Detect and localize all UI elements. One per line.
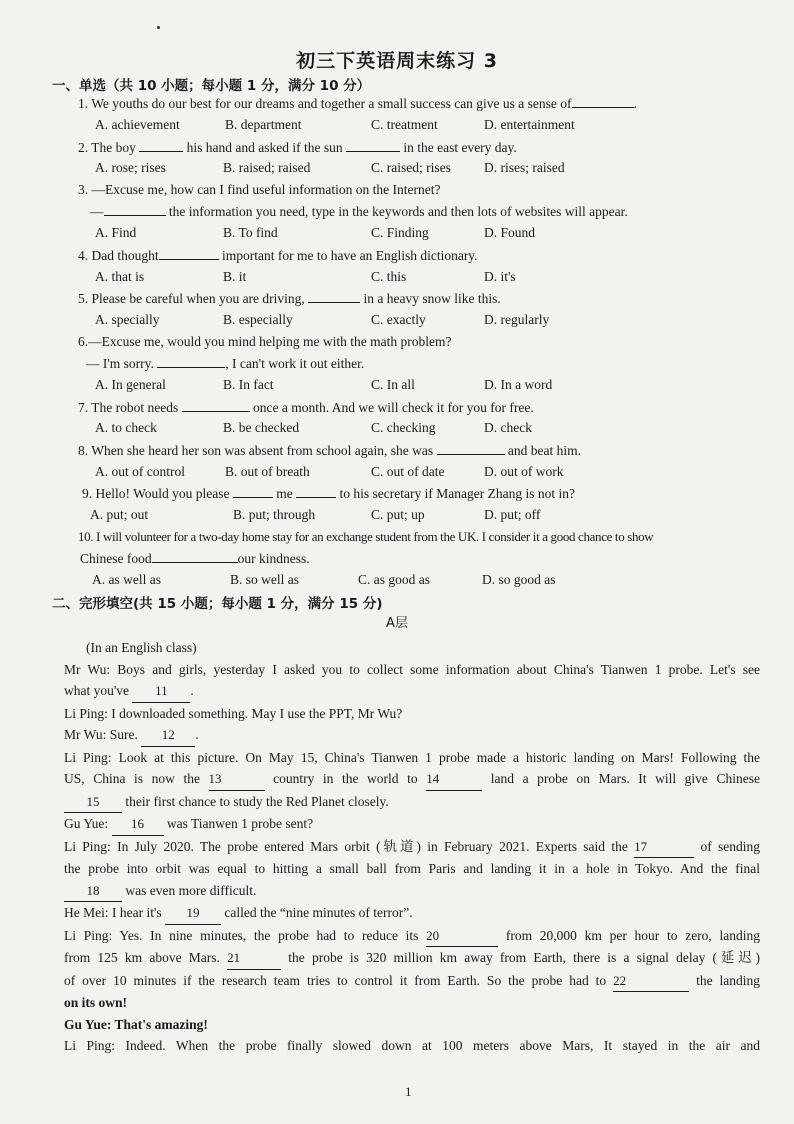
cloze-passage [64, 637, 760, 1057]
passage-line [64, 791, 760, 814]
passage-line [64, 813, 760, 836]
question-7-text: 7. The robot needs [78, 400, 179, 415]
passage-line [64, 925, 760, 948]
question-6-text: 6.—Excuse me, would you mind helping me with the math problem? [78, 334, 452, 349]
passage-line [64, 902, 760, 925]
question-2-text-3: in the east every day. [403, 140, 517, 155]
question-9-text-2: me [276, 486, 293, 501]
text: Gu Yue: [64, 816, 109, 831]
option-d: D. it's [484, 269, 516, 284]
answer-blank [308, 290, 360, 303]
passage-line: Li Ping: Indeed. When the probe finally slowed down at 100 meters above Mars, It stayed in the air and [64, 1038, 760, 1053]
answer-blank [572, 95, 634, 108]
option-a: A. out of control [95, 464, 185, 479]
question-1 [78, 95, 637, 112]
passage-intro: (In an English class) [86, 640, 197, 655]
question-3-text-2: the information you need, type in the keywords and then lots of websites will appear. [168, 204, 628, 219]
text: US, China is now the [64, 771, 200, 786]
question-10-text-2: Chinese food [80, 551, 152, 566]
page-number: 1 [405, 1084, 412, 1099]
option-c: C. out of date [371, 464, 445, 479]
question-4 [78, 247, 478, 264]
page-title: 初三下英语周末练习 3 [296, 50, 498, 72]
passage-line [64, 724, 760, 747]
question-2-text: 2. The boy [78, 140, 136, 155]
question-6 [78, 334, 451, 350]
dash: — [90, 204, 104, 219]
option-d: D. Found [484, 225, 536, 240]
passage-line: Mr Wu: Boys and girls, yesterday I asked you to collect some information about China's Tianwen 1 probe. Let's see [64, 661, 760, 677]
question-1-text: 1. We youths do our best for our dreams and together a small success can give us a sense of [78, 96, 572, 111]
question-2 [78, 139, 517, 156]
option-a: A. put; out [90, 507, 149, 522]
question-8-text-2: and beat him. [507, 443, 582, 458]
text: their first chance to study the Red Planet closely. [125, 793, 389, 809]
cloze-blank-14: 14 [426, 768, 482, 791]
cloze-blank-22: 22 [613, 970, 689, 993]
text: called the “nine minutes of terror”. [224, 905, 413, 920]
option-a: A. In general [95, 377, 166, 392]
answer-blank [139, 139, 183, 152]
option-b: B. raised; raised [223, 160, 311, 175]
question-10-text: 10. I will volunteer for a two-day home stay for an exchange student from the UK. I consider it a good chance to show [78, 529, 654, 544]
option-b: B. In fact [223, 377, 274, 392]
question-5-text: 5. Please be careful when you are driving, [78, 291, 305, 306]
question-4-text-2: important for me to have an English dictionary. [222, 248, 478, 263]
question-8 [78, 442, 581, 459]
question-9 [82, 485, 575, 502]
option-b: B. be checked [223, 420, 300, 435]
cloze-blank-11: 11 [132, 680, 190, 703]
cloze-blank-20: 20 [426, 925, 498, 948]
answer-blank [296, 485, 336, 498]
text: the probe is 320 million km away from Earth, there is a signal delay (延迟) [288, 950, 761, 965]
passage-line [64, 836, 760, 859]
question-10-line-2 [80, 550, 310, 567]
option-a: A. as well as [92, 572, 161, 587]
option-c: C. Finding [371, 225, 429, 240]
text: Li Ping: In July 2020. The probe entered Mars orbit (轨道) in February 2021. Experts said the [64, 838, 628, 854]
passage-line [64, 880, 760, 903]
passage-line [64, 768, 760, 791]
option-b: B. out of breath [225, 464, 310, 479]
text: what you've [64, 683, 130, 698]
level-a-heading: A层 [386, 616, 408, 631]
option-c: C. this [371, 269, 407, 284]
answer-blank [233, 485, 273, 498]
answer-blank [152, 550, 238, 563]
answer-blank [104, 203, 166, 216]
question-3-reply [90, 203, 628, 220]
question-7-text-2: once a month. And we will check it for you for free. [252, 400, 534, 415]
passage-line [64, 947, 760, 970]
answer-blank [437, 442, 505, 455]
option-c: C. put; up [371, 507, 425, 522]
question-6-reply [86, 355, 364, 372]
cloze-blank-19: 19 [165, 902, 221, 925]
option-b: B. To find [223, 225, 278, 240]
option-d: D. regularly [484, 312, 550, 327]
question-5-text-2: in a heavy snow like this. [363, 291, 501, 306]
option-c: C. checking [371, 420, 436, 435]
text: . [190, 683, 194, 698]
option-b: B. so well as [230, 572, 299, 587]
option-d: D. rises; raised [484, 160, 565, 175]
question-10 [78, 529, 653, 545]
answer-blank [159, 247, 219, 260]
text: was Tianwen 1 probe sent? [166, 816, 314, 831]
option-d: D. out of work [484, 464, 564, 479]
passage-line [64, 970, 760, 993]
option-a: A. achievement [95, 117, 180, 132]
answer-blank [157, 355, 225, 368]
answer-blank [346, 139, 400, 152]
question-3-text: 3. —Excuse me, how can I find useful information on the Internet? [78, 182, 441, 197]
cloze-blank-21: 21 [227, 947, 281, 970]
option-d: D. entertainment [484, 117, 575, 132]
text: land a probe on Mars. It will give Chinese [490, 771, 760, 786]
question-9-text-3: to his secretary if Manager Zhang is not in? [339, 486, 575, 501]
option-c: C. as good as [358, 572, 430, 587]
option-d: D. put; off [484, 507, 541, 522]
passage-line: on its own! [64, 995, 128, 1010]
question-2-text-2: his hand and asked if the sun [186, 140, 343, 155]
question-10-text-3: our kindness. [237, 551, 310, 566]
question-7 [78, 399, 534, 416]
text: from 20,000 km per hour to zero, landing [505, 927, 761, 943]
text: country in the world to [273, 771, 418, 786]
question-4-text: 4. Dad thought [78, 248, 159, 263]
cloze-blank-13: 13 [209, 768, 265, 791]
option-b: B. especially [223, 312, 293, 327]
text: Mr Wu: Sure. [64, 727, 138, 742]
option-c: C. raised; rises [371, 160, 451, 175]
passage-line [64, 680, 760, 703]
option-d: D. so good as [482, 572, 556, 587]
passage-line: Gu Yue: That's amazing! [64, 1016, 208, 1032]
section-2-heading: 二、完形填空(共 15 小题；每小题 1 分，满分 15 分) [52, 596, 383, 612]
text: . [195, 727, 199, 742]
passage-line: Li Ping: I downloaded something. May I use the PPT, Mr Wu? [64, 705, 403, 721]
question-5 [78, 290, 501, 307]
cloze-blank-18: 18 [64, 880, 122, 903]
option-a: A. to check [95, 420, 157, 435]
question-1-end: . [633, 96, 637, 111]
text: from 125 km above Mars. [64, 950, 220, 965]
text: of sending [700, 838, 761, 854]
option-a: A. specially [95, 312, 160, 327]
option-b: B. department [225, 117, 302, 132]
question-8-text: 8. When she heard her son was absent from school again, she was [78, 443, 434, 458]
text: Li Ping: Yes. In nine minutes, the probe had to reduce its [64, 927, 419, 943]
cloze-blank-16: 16 [112, 813, 164, 836]
question-3 [78, 182, 441, 198]
option-a: A. Find [95, 225, 137, 240]
option-c: C. In all [371, 377, 415, 392]
option-b: B. put; through [233, 507, 316, 522]
section-1-heading: 一、单选（共 10 小题；每小题 1 分，满分 10 分） [52, 78, 371, 94]
scan-speck [157, 26, 160, 29]
question-9-text: 9. Hello! Would you please [82, 486, 230, 501]
passage-line: Li Ping: Look at this picture. On May 15, China's Tianwen 1 probe made a historic landing on Mars! Following the [64, 749, 760, 765]
text: was even more difficult. [125, 882, 257, 898]
option-c: C. exactly [371, 312, 426, 327]
cloze-blank-17: 17 [634, 836, 694, 859]
cloze-blank-15: 15 [64, 791, 122, 814]
text: of over 10 minutes if the research team tries to control it from Earth. So the probe had to [64, 972, 607, 988]
text: He Mei: I hear it's [64, 905, 162, 920]
text: the landing [696, 972, 761, 988]
passage-line: the probe into orbit was equal to hitting a small ball from Paris and landing it in a hole in Tokyo. And the final [64, 861, 760, 876]
question-6-text-3: , I can't work it out either. [225, 356, 365, 371]
answer-blank [182, 399, 250, 412]
option-d: D. In a word [484, 377, 553, 392]
cloze-blank-12: 12 [141, 724, 195, 747]
option-c: C. treatment [371, 117, 438, 132]
option-b: B. it [223, 269, 247, 284]
question-6-text-2: — I'm sorry. [86, 356, 154, 371]
option-a: A. that is [95, 269, 145, 284]
option-d: D. check [484, 420, 532, 435]
option-a: A. rose; rises [95, 160, 166, 175]
